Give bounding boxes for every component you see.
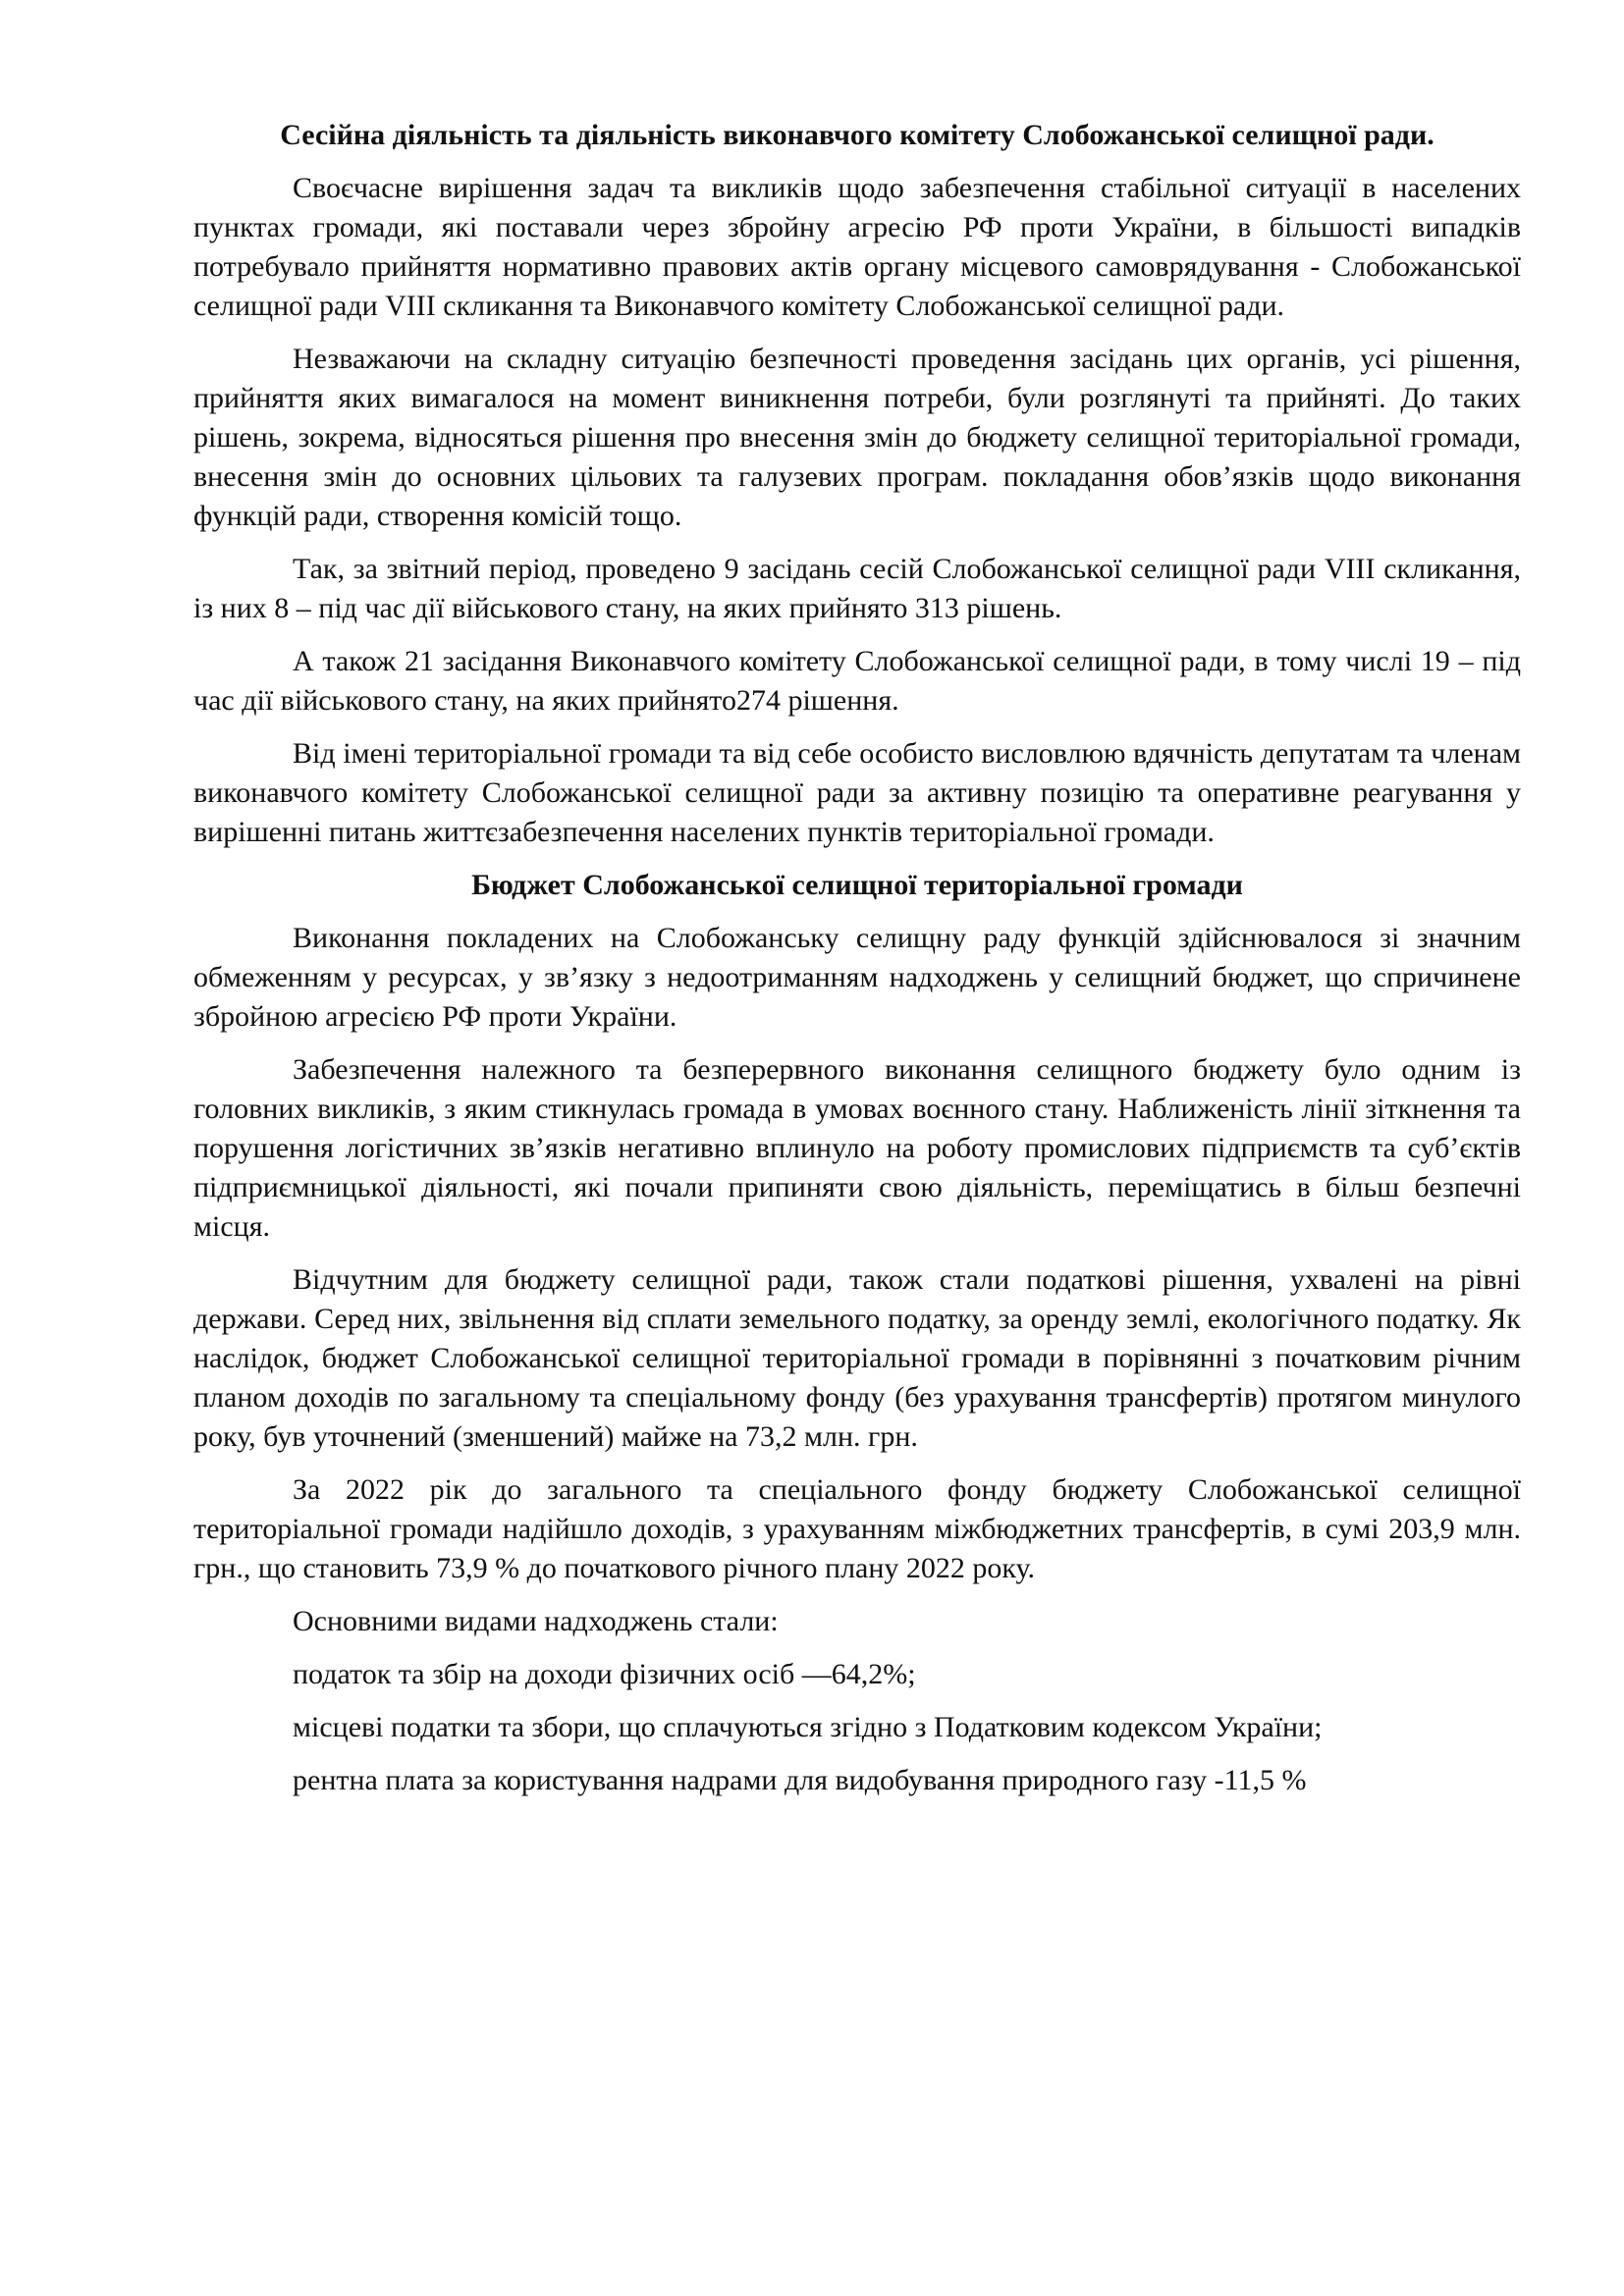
list-item: місцеві податки та збори, що сплачуються згідно з Податковим кодексом України; (293, 1711, 1323, 1743)
paragraph: За 2022 рік до загального та спеціального фонду бюджету Слобожанської селищної територіальної громади надійшло доходів, з урахуванням міжбюджетних трансфертів, в сумі 203,9 млн. грн., що становить 73,9 % до початкового річного плану 2022 року. (193, 1473, 1521, 1584)
paragraph: Виконання покладених на Слобожанську селищну раду функцій здійснювалося зі значним обмеженням у ресурсах, у зв’язку з недоотриманням надходжень у селищний бюджет, що спричинене збройною агресією РФ проти України. (193, 922, 1521, 1033)
section-heading-sessions: Сесійна діяльність та діяльність виконавчого комітету Слобожанської селищної ради. (280, 119, 1435, 151)
list-intro: Основними видами надходжень стали: (293, 1605, 779, 1637)
paragraph: Своєчасне вирішення задач та викликів щодо забезпечення стабільної ситуації в населених пунктах громади, які поставали через збройну агресію РФ проти України, в більшості випадків потребувало прийняття нормативно правових актів органу місцевого самоврядування - Слобожанської селищної ради VIII скликання та Виконавчого комітету Слобожанської селищної ради. (193, 172, 1521, 322)
paragraph: А також 21 засідання Виконавчого комітету Слобожанської селищної ради, в тому числі 19 – під час дії військового стану, на яких прийнято274 рішення. (193, 645, 1521, 717)
list-item: рентна плата за користування надрами для видобування природного газу -11,5 % (293, 1764, 1307, 1796)
paragraph: Незважаючи на складну ситуацію безпечності проведення засідань цих органів, усі рішення, прийняття яких вимагалося на момент виникнення потреби, були розглянуті та прийняті. До таких рішень, зокрема, відносяться рішення про внесення змін до бюджету селищної територіальної громади, внесення змін до основних цільових та галузевих програм. покладання обов’язків щодо виконання функцій ради, створення комісій тощо. (193, 343, 1521, 532)
paragraph: Забезпечення належного та безперервного виконання селищного бюджету було одним із головних викликів, з яким стикнулась громада в умовах воєнного стану. Наближеність лінії зіткнення та порушення логістичних зв’язків негативно вплинуло на роботу промислових підприємств та суб’єктів підприємницької діяльності, які почали припиняти свою діяльність, переміщатись в більш безпечні місця. (193, 1053, 1521, 1243)
document-page (193, 116, 1521, 1814)
list-item: податок та збір на доходи фізичних осіб —64,2%; (293, 1658, 916, 1690)
paragraph: Так, за звітний період, проведено 9 засідань сесій Слобожанської селищної ради VIII скликання, із них 8 – під час дії військового стану, на яких прийнято 313 рішень. (193, 553, 1521, 624)
paragraph: Відчутним для бюджету селищної ради, також стали податкові рішення, ухвалені на рівні держави. Серед них, звільнення від сплати земельного податку, за оренду землі, екологічного податку. Як наслідок, бюджет Слобожанської селищної територіальної громади в порівнянні з початковим річним планом доходів по загальному та спеціальному фонду (без урахування трансфертів) протягом минулого року, був уточнений (зменшений) майже на 73,2 млн. грн. (193, 1263, 1521, 1453)
section-heading-budget: Бюджет Слобожанської селищної територіальної громади (471, 869, 1243, 901)
paragraph: Від імені територіальної громади та від себе особисто висловлюю вдячність депутатам та членам виконавчого комітету Слобожанської селищної ради за активну позицію та оперативне реагування у вирішенні питань життєзабезпечення населених пунктів територіальної громади. (193, 737, 1521, 848)
